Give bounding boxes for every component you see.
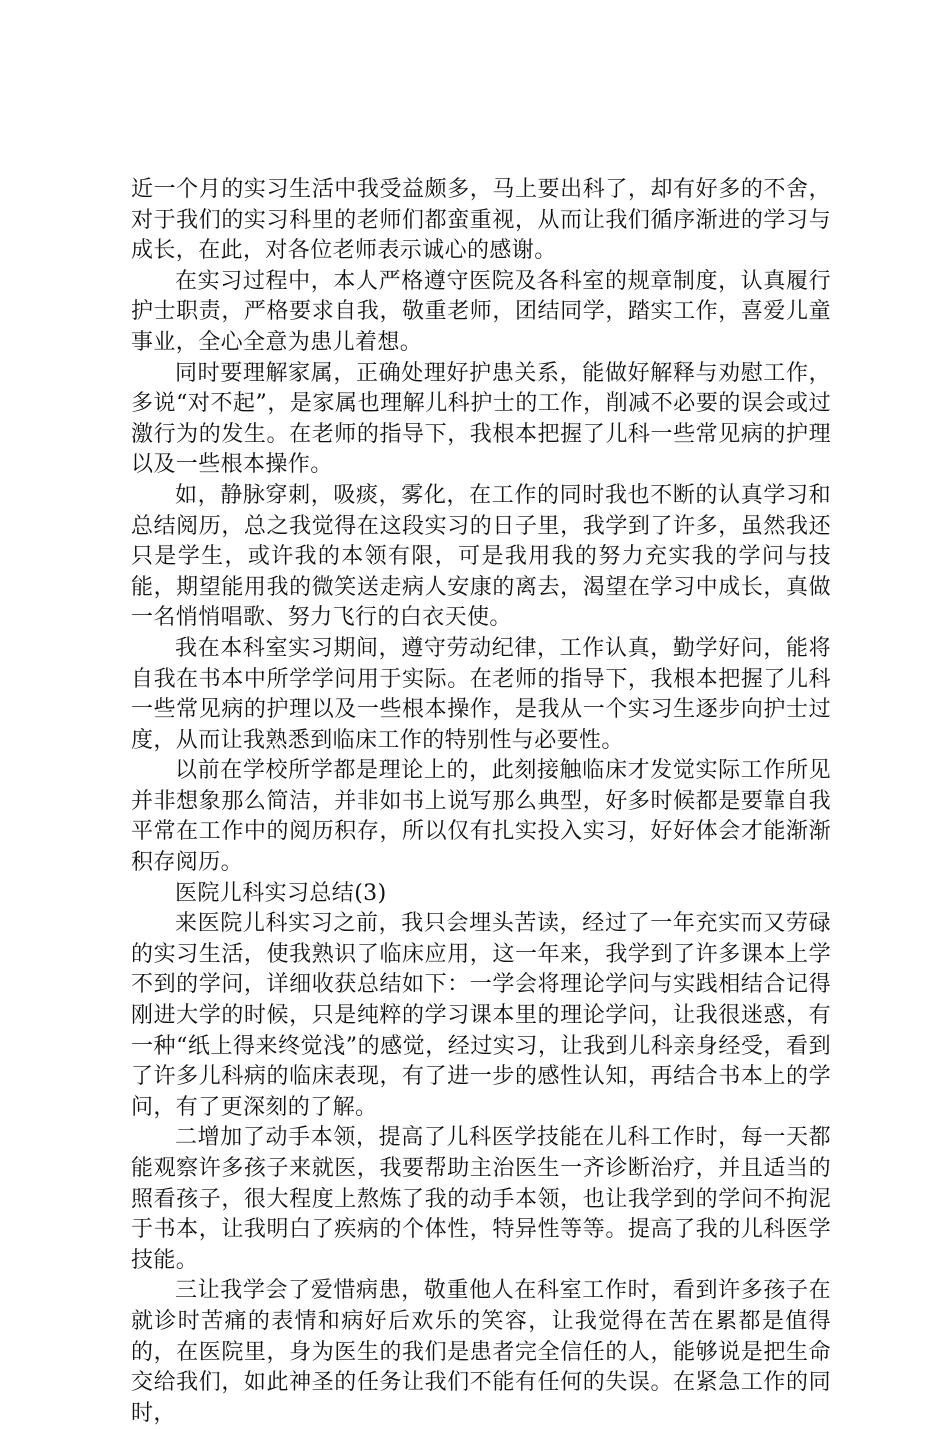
document-body bbox=[131, 175, 831, 1429]
paragraph-9: 三让我学会了爱惜病患，敬重他人在科室工作时，看到许多孩子在就诊时苦痛的表情和病好后欢乐的笑容，让我觉得在苦在累都是值得的，在医院里，身为医生的我们是患者完全信任的人，能够说是把生命交给我们，如此神圣的任务让我们不能有任何的失误。在紧急工作的同时， bbox=[131, 1278, 831, 1426]
paragraph-5: 我在本科室实习期间，遵守劳动纪律，工作认真，勤学好问，能将自我在书本中所学学问用于实际。在老师的指导下，我根本把握了儿科一些常见病的护理以及一些根本操作，是我从一个实习生逐步向护士过度，从而让我熟悉到临床工作的特别性与必要性。 bbox=[131, 635, 831, 753]
paragraph-7: 来医院儿科实习之前，我只会埋头苦读，经过了一年充实而又劳碌的实习生活，使我熟识了临床应用，这一年来，我学到了许多课本上学不到的学问，详细收获总结如下：一学会将理论学问与实践相结合记得刚进大学的时候，只是纯粹的学习课本里的理论学问，让我很迷惑，有一种“纸上得来终觉浅”的感觉，经过实习，让我到儿科亲身经受，看到了许多儿科病的临床表现，有了进一步的感性认知，再结合书本上的学问，有了更深刻的了解。 bbox=[131, 911, 831, 1120]
paragraph-4: 如，静脉穿刺，吸痰，雾化，在工作的同时我也不断的认真学习和总结阅历，总之我觉得在这段实习的日子里，我学到了许多，虽然我还只是学生，或许我的本领有限，可是我用我的努力充实我的学问与技能，期望能用我的微笑送走病人安康的离去，渴望在学习中成长，真做一名悄悄唱歌、努力飞行的白衣天使。 bbox=[131, 482, 831, 631]
paragraph-6: 以前在学校所学都是理论上的，此刻接触临床才发觉实际工作所见并非想象那么简洁，并非如书上说写那么典型，好多时候都是要靠自我平常在工作中的阅历积存，所以仅有扎实投入实习，好好体会才能渐渐积存阅历。 bbox=[131, 758, 831, 876]
paragraph-2: 在实习过程中，本人严格遵守医院及各科室的规章制度，认真履行护士职责，严格要求自我，敬重老师，团结同学，踏实工作，喜爱儿童事业，全心全意为患儿着想。 bbox=[131, 268, 831, 355]
section-heading: 医院儿科实习总结(3) bbox=[175, 880, 387, 906]
paragraph-1: 近一个月的实习生活中我受益颇多，马上要出科了，却有好多的不舍，对于我们的实习科里的老师们都蛮重视，从而让我们循序渐进的学习与成长，在此，对各位老师表示诚心的感谢。 bbox=[131, 177, 831, 264]
paragraph-3: 同时要理解家属，正确处理好护患关系，能做好解释与劝慰工作，多说“对不起”，是家属也理解儿科护士的工作，削减不必要的误会或过激行为的发生。在老师的指导下，我根本把握了儿科一些常见病的护理以及一些根本操作。 bbox=[131, 360, 831, 478]
paragraph-8: 二增加了动手本领，提高了儿科医学技能在儿科工作时，每一天都能观察许多孩子来就医，我要帮助主治医生一齐诊断治疗，并且适当的照看孩子，很大程度上熬炼了我的动手本领，也让我学到的学问不拘泥于书本，让我明白了疾病的个体性，特异性等等。提高了我的儿科医学技能。 bbox=[131, 1125, 831, 1273]
